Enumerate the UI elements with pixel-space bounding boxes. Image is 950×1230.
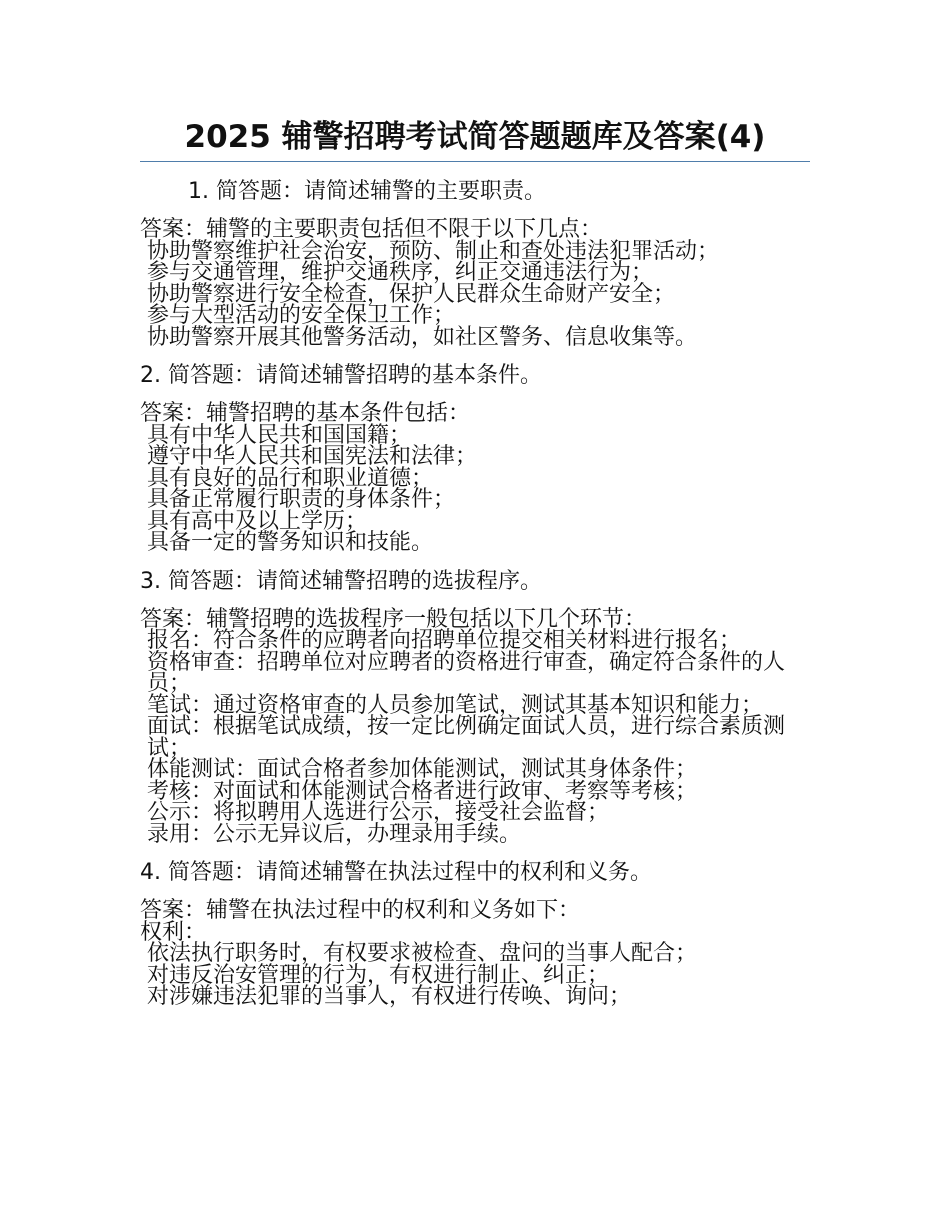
- answer-lead: 答案：辅警的主要职责包括但不限于以下几点：: [140, 217, 603, 242]
- answer-item: 参与大型活动的安全保卫工作；: [147, 303, 456, 328]
- title-divider: [140, 161, 810, 162]
- answer-item: 依法执行职务时，有权要求被检查、盘问的当事人配合；: [147, 941, 698, 966]
- answer-2: [140, 403, 800, 554]
- answer-item: 具有高中及以上学历；: [147, 508, 368, 534]
- qa-section-2: [140, 362, 800, 554]
- answer-item: 体能测试：面试合格者参加体能测试，测试其身体条件；: [147, 757, 698, 782]
- answer-item: 录用：公示无异议后，办理录用手续。: [147, 821, 522, 847]
- answer-item: 协助警察进行安全检查，保护人民群众生命财产安全；: [147, 281, 676, 307]
- answer-item: 考核：对面试和体能测试合格者进行政审、考察等考核；: [147, 778, 698, 804]
- answer-item: 对涉嫌违法犯罪的当事人，有权进行传唤、询问；: [147, 984, 632, 1009]
- answer-item: 遵守中华人民共和国宪法和法律；: [147, 444, 478, 469]
- answer-item: 协助警察开展其他警务活动，如社区警务、信息收集等。: [147, 324, 698, 350]
- document-title: 2025 辅警招聘考试简答题题库及答案(4): [184, 118, 766, 155]
- answer-sublead: 权利：: [140, 919, 207, 945]
- answer-item: 参与交通管理，维护交通秩序，纠正交通违法行为；: [147, 260, 654, 285]
- qa-section-3: [140, 568, 800, 846]
- answer-item: 资格审查：招聘单位对应聘者的资格进行审查，确定符合条件的人员；: [147, 649, 786, 696]
- answer-3: [140, 606, 800, 847]
- question-4: 4. 简答题：请简述辅警在执法过程中的权利和义务。: [140, 860, 652, 885]
- question-2: 2. 简答题：请简述辅警招聘的基本条件。: [140, 363, 542, 388]
- answer-item: 协助警察维护社会治安，预防、制止和查处违法犯罪活动；: [147, 238, 720, 264]
- answer-item: 具备正常履行职责的身体条件；: [147, 487, 456, 512]
- answer-item: 报名：符合条件的应聘者向招聘单位提交相关材料进行报名；: [147, 628, 742, 653]
- answer-item: 面试：根据笔试成绩，按一定比例确定面试人员，进行综合素质测试；: [147, 714, 786, 761]
- answer-item: 具有良好的品行和职业道德；: [147, 465, 434, 491]
- answer-item: 笔试：通过资格审查的人员参加笔试，测试其基本知识和能力；: [147, 692, 764, 718]
- answer-lead: 答案：辅警招聘的基本条件包括：: [140, 401, 471, 426]
- answer-1: [140, 219, 800, 348]
- qa-section-4: [140, 859, 800, 1008]
- answer-item: 公示：将拟聘用人选进行公示，接受社会监督；: [147, 800, 610, 825]
- answer-lead: 答案：辅警在执法过程中的权利和义务如下：: [140, 898, 581, 923]
- qa-section-1: [140, 178, 800, 348]
- answer-item: 对违反治安管理的行为，有权进行制止、纠正；: [147, 962, 610, 988]
- answer-lead: 答案：辅警招聘的选拔程序一般包括以下几个环节：: [140, 606, 647, 632]
- answer-item: 具备一定的警务知识和技能。: [147, 530, 434, 555]
- question-1: 1. 简答题：请简述辅警的主要职责。: [188, 179, 546, 204]
- question-3: 3. 简答题：请简述辅警招聘的选拔程序。: [140, 568, 542, 594]
- answer-item: 具有中华人民共和国国籍；: [147, 422, 412, 448]
- document-body: [140, 178, 800, 1022]
- answer-4: [140, 900, 800, 1008]
